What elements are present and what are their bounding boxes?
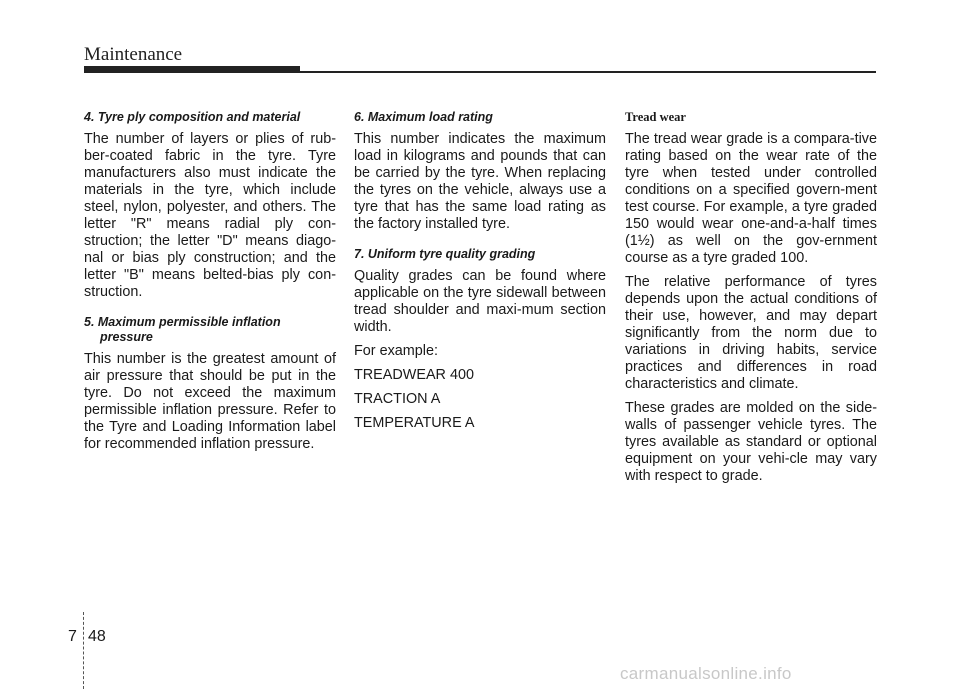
watermark: carmanualsonline.info: [620, 664, 792, 683]
grade-temperature: TEMPERATURE A: [354, 415, 475, 431]
paragraph-relative-performance: The relative performance of tyres depends upon the actual conditions of their use, however, and may depart significantly from the norm due to variations in driving habits, service practices and differences in road characteristics and climate.: [625, 274, 877, 392]
column-2: [354, 110, 606, 439]
column-3: [625, 110, 877, 492]
subheading-max-inflation: 5. Maximum permissible inflation pressure: [84, 315, 281, 344]
section-title: Maintenance: [84, 44, 183, 65]
paragraph-quality-grading: Quality grades can be found where applicable on the tyre sidewall between tread shoulder and maxi-mum section width.: [354, 268, 606, 335]
paragraph-tread-wear: The tread wear grade is a compara-tive rating based on the wear rate of the tyre when tested under controlled conditions on a specified govern-ment test course. For example, a tyre graded 150 would wear one-and-a-half times (1½) as well on the gov-ernment course as a tyre graded 100.: [625, 131, 877, 266]
grade-traction: TRACTION A: [354, 391, 441, 407]
subheading-ply-composition: 4. Tyre ply composition and material: [84, 110, 301, 124]
grade-treadwear: TREADWEAR 400: [354, 367, 474, 383]
paragraph-grades-molded: These grades are molded on the side-walls of passenger vehicle tyres. The tyres available as standard or optional equipment on your vehi-cle may vary with respect to grade.: [625, 400, 877, 484]
subheading-max-load: 6. Maximum load rating: [354, 110, 493, 124]
paragraph-max-load: This number indicates the maximum load in kilograms and pounds that can be carried by the tyre. When replacing the tyres on the vehicle, always use a tyre that has the same load rating as the factory installed tyre.: [354, 131, 606, 232]
column-1: [84, 110, 336, 460]
page-number: 48: [88, 628, 106, 645]
footer-divider: [83, 612, 84, 689]
paragraph-max-inflation: This number is the greatest amount of air pressure that should be put in the tyre. Do not exceed the maximum permissible inflation pressure. Refer to the Tyre and Loading Information label for recommended inflation pressure.: [84, 351, 336, 452]
chapter-number: 7: [68, 628, 77, 645]
header-rule: [84, 71, 876, 73]
subheading-quality-grading: 7. Uniform tyre quality grading: [354, 247, 536, 261]
paragraph-ply-composition: The number of layers or plies of rub-ber-coated fabric in the tyre. Tyre manufacturers also must indicate the materials in the tyre, which include steel, nylon, polyester, and others. The letter "R" means radial ply con-struction; the letter "D" means diago-nal or bias ply construction; and the letter "B" means belted-bias ply con-struction.: [84, 131, 336, 300]
subheading-tread-wear: Tread wear: [625, 110, 686, 124]
paragraph-for-example: For example:: [354, 343, 438, 359]
